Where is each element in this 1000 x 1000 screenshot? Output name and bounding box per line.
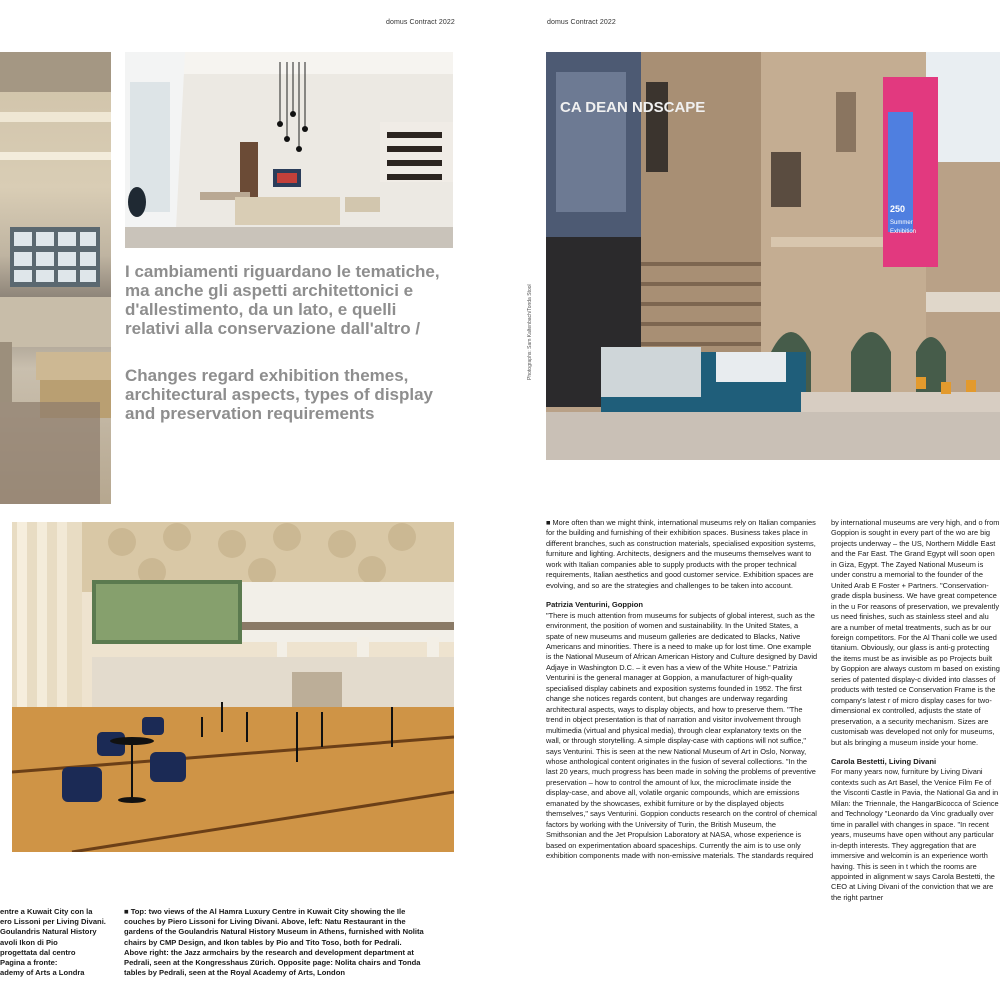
caption-main: ■ Top: two views of the Al Hamra Luxury Centre in Kuwait City showing the Ile couches by Piero Lissoni for Living Divani. Above, left: Natu Restaurant in the gardens of the Goulandris Natural History Museum in Athens, furnished with Nolita chairs by CMP Design, and Ikon tables by Pio and Tito Toso, both for Pedrali. Above right: the Jazz armchairs by the research and development department at Pedrali, seen at the Kongresshaus Zürich. Opposite page: Nolita chairs and Tonda tables by Pedrali, seen at the Royal Academy of Arts, London (124, 907, 424, 978)
photo-lobby-couches (0, 52, 111, 504)
caption-left-line: entre a Kuwait City con la (0, 907, 93, 916)
caption-left-line: Pagina a fronte: (0, 958, 58, 968)
folio-right: domus Contract 2022 (547, 19, 616, 26)
article-intro: ■ More often than we might think, international museums rely on Italian companies for the building and furnishing of their exhibition spaces. Business takes place in different branches, such as construction materials, specialised exposition systems, furniture and lighting. Architects, designers and the museums themselves want to work with Italian companies able to supply products with the proper technical requirements, Italian aesthetics and good customer service. Exhibition spaces are evolving, and so are the strategies and challenges to be taken into account. (546, 518, 816, 590)
article-body-goppion: "There is much attention from museums for subjects of global interest, such as the environment, the position of women and sustainability. In the United States, a spate of new museums and museum galleries are dedicated to Blacks, Native Americans and minorities. There is a need to make up for lost time. One example is the National Museum of African American History and Culture designed by David Adjaye in Washington D.C. – it even has a view of the White House." Patrizia Venturini is the general manager at Goppion, a manufacturer of high-quality specialised display cabinets and exposition systems founded in 1952. The first change she notices regards content, but changes are underway regarding architectural aspects, ways to display objects, and how to preserve them. "The trend in object presentation is that of narration and visitor involvement through multimedia (virtual and physical media), through clear explanatory texts on the wall, or through storytelling. A simple display-case with captions will not suffice," says Venturini. This is seen at the new National Museum of Art in Oslo, Norway, whose anthological content originates in the fusion of several collections. "In the last 20 years, much progress has been made in solving the problems of preventive preservation – how to control the amount of lux, the microclimate inside the display-case, and above all, volatile organic compounds, which are emissions emanated by the showcases, exhibit furniture or by the displayed objects themselves," says Venturini. Goppion conducts research on the control of chemical factors by working with the University of Turin, the British Museum, the Smithsonian and the Jet Propulsion Laboratory at NASA, whose experience is based on experimentation aboard spaceships. Currently the aim is to use only exhibition components made with non-emissive materials. The standards required (546, 610, 818, 861)
photo-credit: Photographs: Sam Kaltenbach/Tonda Stool (527, 284, 533, 380)
banner-left-text: CA DEAN NDSCAPE (560, 99, 706, 116)
folio-left: domus Contract 2022 (386, 19, 455, 26)
article-heading-living-divani: Carola Bestetti, Living Divani (831, 756, 937, 766)
article-body-goppion-cont: by international museums are very high, and o from Goppion is sought in every part of the wo are big projects underway – the US, Northern Middle East and the Far East. The Grand Egypt will soon open in Giza, Egypt. The Zayed National Museum is under constru a memorial to the founder of the United Arab E Foster + Partners. "Conservation-grade displa business. We have great competence in the u For reasons of preservation, we prevalently us need finishes, such as stainless steel and alu are a number of metal treatments, such as br our foreign competitors. For the Al Thani colle we used titanium. Obviously, our glass is anti-g protecting the items must be as invisible as po Projects built by Goppion are always custom m based on existing series of patented display-c divided into classes of products with tested ce Conservation Frame is the company's latest r of micro display cases for two-dimensional ex controlled, adjusts the state of preservation, a a security mechanism. Sizes are customisab was developed not only for museums, but als bringing a museum inside your home. (831, 518, 1000, 747)
photo-lobby-pendants (125, 52, 453, 248)
caption-left-line: Goulandris Natural History (0, 927, 97, 937)
caption-left-line: ero Lissoni per Living Divani. (0, 917, 106, 927)
pull-quote-english: Changes regard exhibition themes, architectural aspects, types of display and preservation requirements (125, 366, 434, 423)
caption-left-line: ademy of Arts a Londra (0, 968, 85, 978)
caption-left-line: progettata dal centro (0, 947, 76, 957)
banner-right-line2: Exhibition (890, 229, 917, 235)
banner-right-line1: Summer (890, 220, 913, 226)
caption-left-line: avoli Ikon di Pio (0, 937, 58, 947)
photo-royal-academy-courtyard (546, 52, 1000, 460)
pull-quote-italian: I cambiamenti riguardano le tematiche, ma anche gli aspetti architettonici e d'allestimento, da un lato, e quelli relativi alla conservazione dall'altro / (125, 262, 440, 338)
article-column-2 (831, 518, 1000, 988)
photo-kongresshaus-hall (12, 522, 454, 852)
banner-right-number: 250 (890, 204, 906, 214)
caption-left-fragment (0, 907, 110, 978)
article-column-1 (546, 518, 818, 862)
article-heading-goppion: Patrizia Venturini, Goppion (546, 600, 644, 610)
article-body-living-divani: For many years now, furniture by Living Divani contexts such as Art Basel, the Venice Film Fe of the Visconti Castle in Pavia, the National Ga and in Milan: the Triennale, the HangarBicocca of Science and Technology "Leonardo da Vinc gradually over time in parallel with changes in space. "In recent years, museums have open without any particular in-depth interests. They aggregation that are immersive and welcomin is an experience worth having. This is seen in t which the rooms are appointed in alignment w says Carola Bestetti, the CEO at Living Divani of the conviction that we are the right partner (831, 767, 999, 902)
